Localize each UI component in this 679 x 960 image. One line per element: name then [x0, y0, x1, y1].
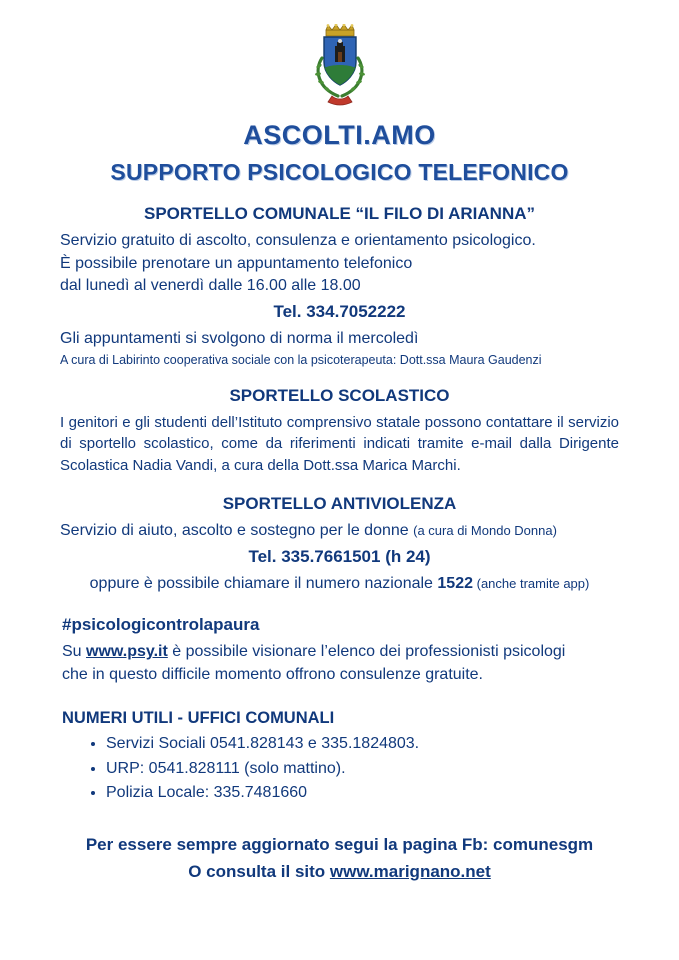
numeri-utili-list [88, 732, 619, 806]
comunale-line-1: Servizio gratuito di ascolto, consulenza e orientamento psicologico. [60, 232, 536, 249]
footer-facebook-line: Per essere sempre aggiornato segui la pagina Fb: comunesgm [85, 835, 594, 855]
campaign-line-1 [62, 641, 619, 664]
crest-container [60, 24, 619, 110]
list-item: • Servizi Sociali 0541.828143 e 335.1824803. [106, 732, 619, 757]
poster-subtitle: SUPPORTO PSICOLOGICO TELEFONICO [110, 159, 569, 185]
section-campagna [60, 615, 619, 686]
comunale-line-3: dal lunedì al venerdì dalle 16.00 alle 18.00 [60, 277, 361, 295]
campaign-line-2: che in questo difficile momento offrono consulenze gratuite. [62, 666, 483, 684]
footer-website-line [60, 859, 619, 885]
section-sportello-antiviolenza [60, 494, 619, 595]
comune-coat-of-arms-icon [308, 24, 372, 108]
antiviolenza-phone: Tel. 335.7661501 (h 24) [248, 546, 431, 566]
list-item: • URP: 0541.828111 (solo mattino). [106, 757, 619, 782]
footer-website-prefix: O consulta il sito [188, 861, 330, 881]
list-item: • Polizia Locale: 335.7481660 [106, 781, 619, 806]
section-sportello-scolastico [60, 386, 619, 476]
section-heading-scolastico: SPORTELLO SCOLASTICO [229, 386, 450, 406]
comunale-note: Gli appuntamenti si svolgono di norma il mercoledì [60, 330, 419, 348]
numeri-utili-title: NUMERI UTILI - UFFICI COMUNALI [62, 708, 335, 727]
poster-footer [60, 832, 619, 885]
antiviolenza-line-credit: (a cura di Mondo Donna) [413, 523, 557, 539]
antiviolenza-line-main: Servizio di aiuto, ascolto e sostegno per le donne [60, 522, 409, 540]
section-numeri-utili [60, 709, 619, 806]
marignano-website-link[interactable]: www.marignano.net [329, 861, 491, 881]
comunale-line-2: È possibile prenotare un appuntamento telefonico [60, 254, 413, 272]
antiviolenza-alt-suffix: (anche tramite app) [473, 575, 590, 591]
campaign-hashtag: #psicologicontrolapaura [62, 615, 260, 635]
antiviolenza-alt-number: 1522 [437, 574, 473, 592]
antiviolenza-alt-prefix: oppure è possibile chiamare il numero nazionale [89, 574, 438, 592]
antiviolenza-line [60, 520, 619, 543]
section-heading-comunale: SPORTELLO COMUNALE “IL FILO DI ARIANNA” [144, 204, 535, 223]
poster-title: ASCOLTI.AMO [243, 120, 436, 150]
comunale-phone: Tel. 334.7052222 [273, 302, 406, 322]
campaign-line-1-suffix: è possibile visionare l’elenco dei professionisti psicologi [167, 643, 566, 661]
campaign-line-1-prefix: Su [62, 643, 87, 661]
section-heading-antiviolenza: SPORTELLO ANTIVIOLENZA [222, 494, 457, 514]
section-sportello-comunale [60, 204, 619, 368]
comunale-credit: A cura di Labirinto cooperativa sociale con la psicoterapeuta: Dott.ssa Maura Gaudenzi [60, 352, 542, 367]
psy-website-link[interactable]: www.psy.it [86, 643, 168, 661]
scolastico-paragraph: I genitori e gli studenti dell’Istituto comprensivo statale possono contattare il servizio di sportello scolastico, come da riferimenti indicati tramite e-mail dalla Dirigente Scolastica Nadia Vandi, a cura della Dott.ssa Marica Marchi. [60, 414, 619, 474]
antiviolenza-alt-line [60, 573, 619, 596]
